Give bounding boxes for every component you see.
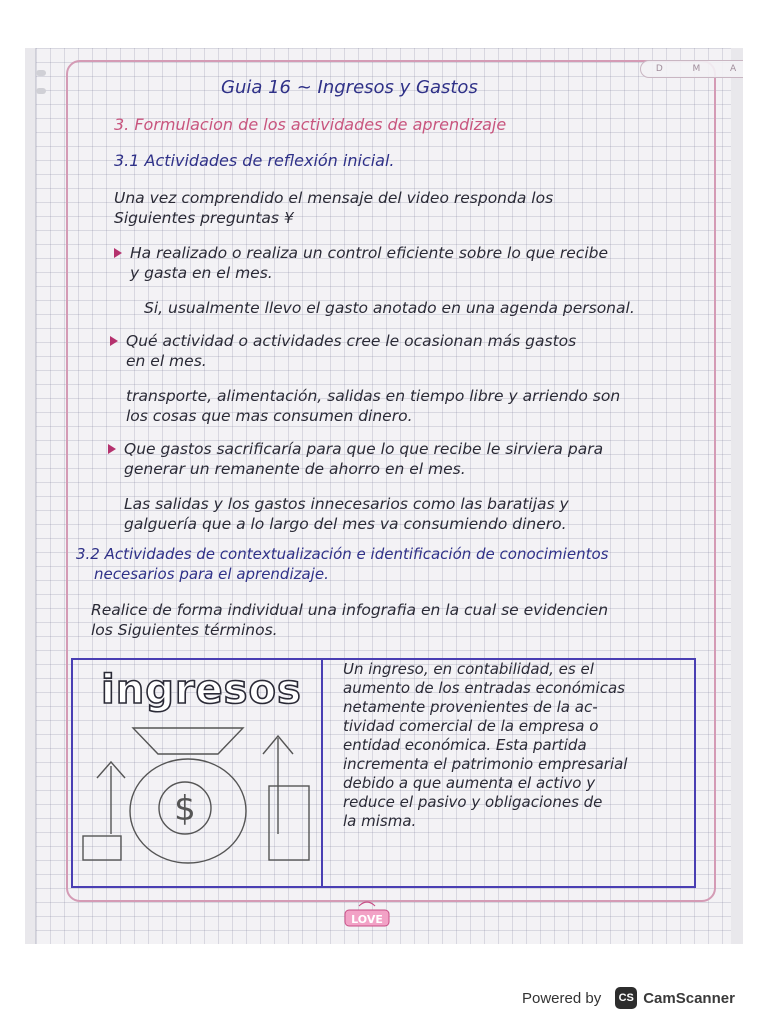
infographic-divider bbox=[321, 660, 323, 886]
section-3-heading: 3. Formulacion de los actividades de aprendizaje bbox=[114, 115, 507, 134]
page-title: Guia 16 ~ Ingresos y Gastos bbox=[221, 77, 478, 98]
binder-ring bbox=[36, 70, 46, 76]
answer-3-line-2: galguería que a lo largo del mes va consumiendo dinero. bbox=[124, 515, 567, 533]
powered-by-text: Powered by bbox=[522, 989, 602, 1007]
answer-2-line-2: los cosas que mas consumen dinero. bbox=[126, 407, 413, 425]
info-text-line-4: tividad comercial de la empresa o bbox=[343, 717, 599, 735]
coin-stack bbox=[83, 836, 121, 860]
info-text-line-9: la misma. bbox=[343, 812, 417, 830]
task-line-2: los Siguientes términos. bbox=[91, 621, 278, 639]
intro-line-1: Una vez comprendido el mensaje del video responda los bbox=[114, 189, 554, 207]
info-text-line-2: aumento de los entradas económicas bbox=[343, 679, 625, 697]
date-box-day: D bbox=[655, 64, 663, 74]
money-bag-drawing bbox=[73, 716, 319, 886]
camscanner-brand: CamScanner bbox=[643, 989, 735, 1007]
answer-2-line-1: transporte, alimentación, salidas en tiempo libre y arriendo son bbox=[126, 387, 621, 405]
section-3-2-heading-line-2: necesarios para el aprendizaje. bbox=[94, 565, 329, 583]
coin-stack bbox=[269, 786, 309, 860]
camscanner-logo-icon: CS bbox=[615, 987, 637, 1009]
question-1-line-1: Ha realizado o realiza un control eficiente sobre lo que recibe bbox=[130, 244, 609, 262]
intro-line-2: Siguientes preguntas ¥ bbox=[114, 209, 294, 227]
info-text-line-3: netamente provenientes de la ac- bbox=[343, 698, 598, 716]
love-stamp-logo bbox=[341, 896, 393, 930]
date-box-month: M bbox=[692, 64, 701, 74]
info-text-line-7: debido a que aumenta el activo y bbox=[343, 774, 596, 792]
bullet-icon bbox=[114, 248, 122, 258]
info-text-line-1: Un ingreso, en contabilidad, es el bbox=[343, 660, 594, 678]
answer-1: Si, usualmente llevo el gasto anotado en una agenda personal. bbox=[144, 299, 635, 317]
bullet-icon bbox=[108, 444, 116, 454]
grid-paper bbox=[35, 48, 737, 944]
infographic-heading: ingresos bbox=[101, 667, 302, 713]
scanned-notebook-page bbox=[25, 48, 743, 944]
section-3-1-heading: 3.1 Actividades de reflexión inicial. bbox=[114, 151, 395, 170]
camscanner-watermark bbox=[522, 985, 735, 1011]
info-text-line-5: entidad económica. Esta partida bbox=[343, 736, 587, 754]
question-1-line-2: y gasta en el mes. bbox=[130, 264, 273, 282]
question-2-line-2: en el mes. bbox=[126, 352, 207, 370]
question-3-line-1: Que gastos sacrificaría para que lo que recibe le sirviera para bbox=[124, 440, 604, 458]
answer-3-line-1: Las salidas y los gastos innecesarios como las baratijas y bbox=[124, 495, 569, 513]
section-3-2-heading-line-1: 3.2 Actividades de contextualización e identificación de conocimientos bbox=[76, 545, 609, 563]
question-3-line-2: generar un remanente de ahorro en el mes. bbox=[124, 460, 466, 478]
love-stamp-text: LOVE bbox=[351, 913, 383, 926]
binder-ring bbox=[36, 88, 46, 94]
info-text-line-8: reduce el pasivo y obligaciones de bbox=[343, 793, 603, 811]
infographic-box bbox=[71, 658, 696, 888]
bullet-icon bbox=[110, 336, 118, 346]
dollar-sign: $ bbox=[174, 789, 196, 829]
task-line-1: Realice de forma individual una infografia en la cual se evidencien bbox=[91, 601, 609, 619]
info-text-line-6: incrementa el patrimonio empresarial bbox=[343, 755, 628, 773]
bag-top bbox=[133, 728, 243, 754]
date-box bbox=[640, 60, 743, 78]
date-box-year: A bbox=[729, 64, 737, 74]
question-2-line-1: Qué actividad o actividades cree le ocasionan más gastos bbox=[126, 332, 577, 350]
